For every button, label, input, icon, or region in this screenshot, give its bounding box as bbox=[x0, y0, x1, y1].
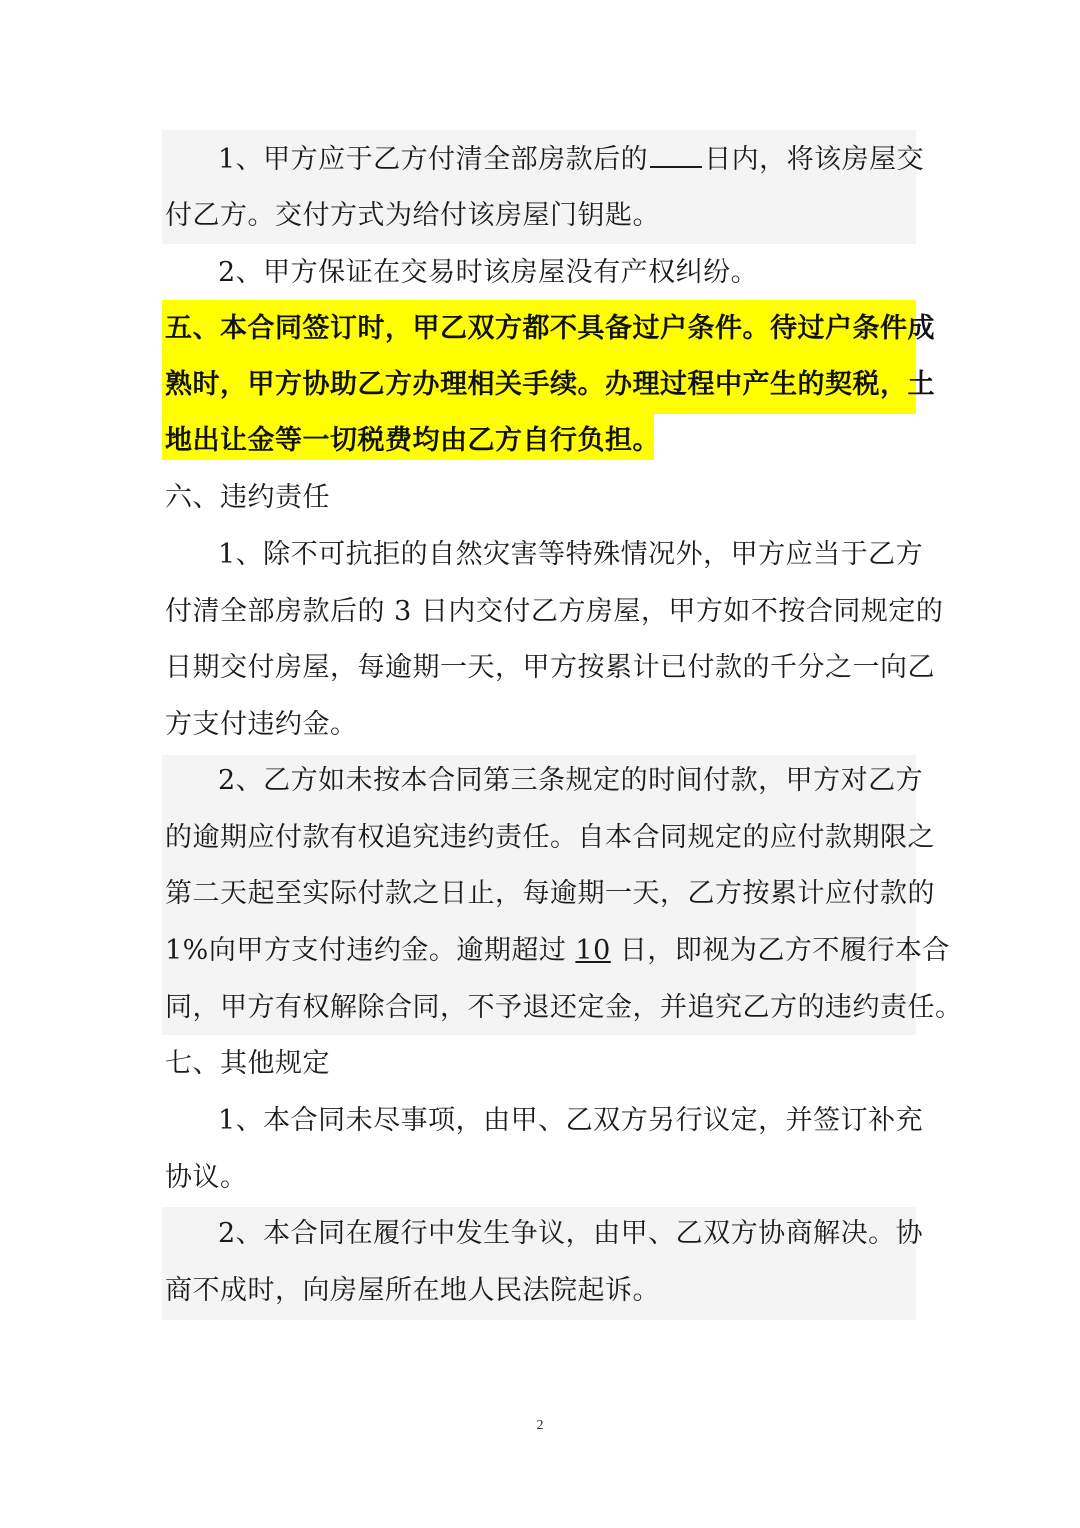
section6-item2-line4 bbox=[165, 923, 950, 979]
section7-item1-line1: 1、本合同未尽事项，由甲、乙双方另行议定，并签订补充 bbox=[218, 1105, 924, 1136]
section6-item2-line3: 第二天起至实际付款之日止，每逾期一天，乙方按累计应付款的 bbox=[165, 878, 935, 909]
section4-item1-line2: 付乙方。交付方式为给付该房屋门钥匙。 bbox=[165, 200, 660, 231]
section6-item1-line4: 方支付违约金。 bbox=[165, 709, 358, 740]
section6-heading: 六、违约责任 bbox=[165, 482, 330, 513]
page-number: 2 bbox=[536, 1418, 544, 1433]
section7-item2-line1: 2、本合同在履行中发生争议，由甲、乙双方协商解决。协 bbox=[218, 1218, 924, 1249]
section6-item2-line4-text-a: 1%向甲方支付违约金。逾期超过 bbox=[165, 935, 576, 966]
section7-heading: 七、其他规定 bbox=[165, 1048, 330, 1079]
section6-item1-line2: 付清全部房款后的 3 日内交付乙方房屋，甲方如不按合同规定的 bbox=[165, 596, 944, 627]
section4-item2: 2、甲方保证在交易时该房屋没有产权纠纷。 bbox=[218, 257, 759, 288]
section7-item1-line2: 协议。 bbox=[165, 1162, 248, 1193]
section4-item1-line1 bbox=[218, 132, 924, 188]
section6-item2-line5: 同，甲方有权解除合同，不予退还定金，并追究乙方的违约责任。 bbox=[165, 992, 963, 1023]
section6-item1-line3: 日期交付房屋，每逾期一天，甲方按累计已付款的千分之一向乙 bbox=[165, 652, 935, 683]
section5-line1: 五、本合同签订时，甲乙双方都不具备过户条件。待过户条件成 bbox=[165, 313, 935, 344]
section4-item1-text-a: 1、甲方应于乙方付清全部房款后的 bbox=[218, 144, 649, 175]
section6-item2-line4-text-b: 日，即视为乙方不履行本合 bbox=[610, 935, 950, 966]
section5-line3: 地出让金等一切税费均由乙方自行负担。 bbox=[165, 425, 660, 456]
section4-item1-text-b: 日内，将该房屋交 bbox=[704, 144, 925, 175]
section6-item2-line1: 2、乙方如未按本合同第三条规定的时间付款，甲方对乙方 bbox=[218, 765, 924, 796]
section5-line2: 熟时，甲方协助乙方办理相关手续。办理过程中产生的契税，土 bbox=[165, 369, 935, 400]
section6-item1-line1: 1、除不可抗拒的自然灾害等特殊情况外，甲方应当于乙方 bbox=[218, 539, 924, 570]
section7-item2-line2: 商不成时，向房屋所在地人民法院起诉。 bbox=[165, 1275, 660, 1306]
section6-item2-line2: 的逾期应付款有权追究违约责任。自本合同规定的应付款期限之 bbox=[165, 822, 935, 853]
overdue-days-value: 10 bbox=[575, 935, 611, 966]
blank-days-field bbox=[650, 136, 702, 168]
